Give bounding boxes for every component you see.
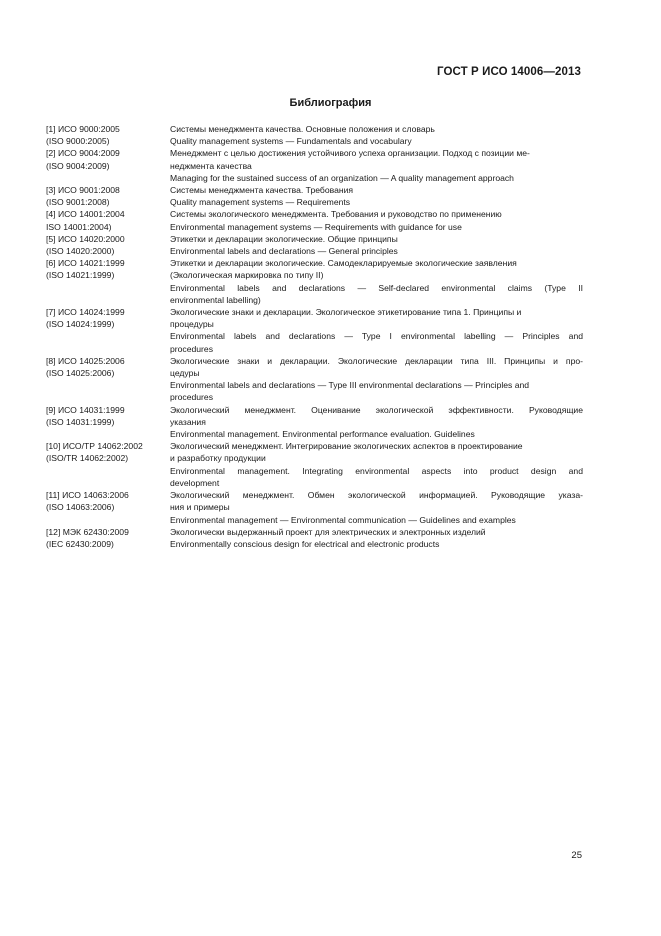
reference-line: [2] ИСО 9004:2009 (46, 148, 120, 159)
entry-description (170, 489, 583, 526)
reference-line: (IEC 62430:2009) (46, 538, 114, 549)
description-line: procedures (170, 392, 213, 403)
entry-reference (46, 526, 170, 550)
entry-reference (46, 233, 170, 257)
entry-description (170, 355, 583, 404)
entry-description (170, 404, 583, 441)
description-line: указания (170, 416, 206, 427)
reference-line: (ISO 14024:1999) (46, 319, 115, 330)
description-line: Экологические знаки и декларации. Экологические декларации типа III. Принципы и про- (170, 355, 583, 366)
description-line: Менеджмент с целью достижения устойчивого успеха организации. Подход с позиции ме- (170, 148, 530, 159)
description-line: Экологический менеджмент. Интегрирование экологических аспектов в проектирование (170, 441, 523, 452)
description-line: Environmental labels and declarations — General principles (170, 246, 398, 257)
reference-line: [5] ИСО 14020:2000 (46, 233, 125, 244)
entry-reference (46, 404, 170, 428)
description-line: Environmental management. Integrating environmental aspects into product design and (170, 465, 583, 476)
description-line: цедуры (170, 368, 200, 379)
page-number: 25 (571, 850, 582, 861)
bibliography-entry (46, 306, 583, 355)
bibliography-entry (46, 404, 583, 441)
bibliography-entry (46, 257, 583, 306)
standard-code: ГОСТ Р ИСО 14006—2013 (436, 66, 581, 78)
bibliography-entry (46, 233, 583, 257)
entry-reference (46, 440, 170, 464)
description-line: Quality management systems — Fundamentals and vocabulary (170, 136, 412, 147)
description-line: Этикетки и декларации экологические. Самодекларируемые экологические заявления (170, 258, 517, 269)
description-line: ния и примеры (170, 502, 230, 513)
entry-description (170, 233, 583, 257)
reference-line: (ISO 14025:2006) (46, 368, 115, 379)
description-line: неджмента качества (170, 160, 252, 171)
description-line: Системы менеджмента качества. Основные положения и словарь (170, 124, 435, 134)
reference-line: [1] ИСО 9000:2005 (46, 124, 120, 134)
reference-line: (ISO 14031:1999) (46, 416, 115, 427)
entry-reference (46, 306, 170, 330)
entry-description (170, 208, 583, 232)
description-line: Environmental labels and declarations — Type I environmental labelling — Principles and (170, 331, 583, 342)
description-line: Environmental labels and declarations — Type III environmental declarations — Principles and (170, 380, 530, 391)
entry-reference (46, 489, 170, 513)
bibliography-entry (46, 440, 583, 489)
entry-reference (46, 147, 170, 171)
description-line: Экологические знаки и декларации. Экологическое этикетирование типа 1. Принципы и (170, 307, 522, 318)
reference-line: (ISO/TR 14062:2002) (46, 453, 129, 464)
description-line: Environmentally conscious design for electrical and electronic products (170, 538, 440, 549)
entry-description (170, 440, 583, 489)
description-line: Экологический менеджмент. Оценивание экологической эффективности. Руководящие (170, 404, 583, 415)
bibliography-entry (46, 147, 583, 184)
description-line: environmental labelling) (170, 294, 261, 305)
description-line: Этикетки и декларации экологические. Общие принципы (170, 233, 398, 244)
bibliography-entry (46, 526, 583, 550)
description-line: Системы менеджмента качества. Требования (170, 185, 354, 196)
reference-line: [9] ИСО 14031:1999 (46, 404, 125, 415)
entry-description (170, 526, 583, 550)
description-line: (Экологическая маркировка по типу II) (170, 270, 324, 281)
reference-line: (ISO 9001:2008) (46, 197, 110, 208)
description-line: Managing for the sustained success of an organization — A quality management approach (170, 172, 514, 183)
reference-line: (ISO 14021:1999) (46, 270, 115, 281)
entry-reference (46, 184, 170, 208)
entry-reference (46, 355, 170, 379)
reference-line: [12] МЭК 62430:2009 (46, 526, 129, 537)
bibliography-entry (46, 208, 583, 232)
entry-reference (46, 123, 170, 147)
reference-line: (ISO 14063:2006) (46, 502, 115, 513)
reference-line: [7] ИСО 14024:1999 (46, 307, 125, 318)
bibliography-title: Библиография (289, 97, 372, 109)
reference-line: [10] ИСО/ТР 14062:2002 (46, 441, 143, 452)
description-line: procedures (170, 343, 213, 354)
bibliography-list (46, 123, 583, 550)
reference-line: (ISO 14020:2000) (46, 246, 115, 257)
reference-line: ISO 14001:2004) (46, 221, 112, 232)
reference-line: [6] ИСО 14021:1999 (46, 258, 125, 269)
bibliography-entry (46, 123, 583, 147)
bibliography-entry (46, 355, 583, 404)
description-line: Environmental management — Environmental communication — Guidelines and examples (170, 514, 516, 525)
description-line: Системы экологического менеджмента. Требования и руководство по применению (170, 209, 502, 220)
description-line: Экологически выдержанный проект для электрических и электронных изделий (170, 526, 486, 537)
entry-reference (46, 208, 170, 232)
entry-description (170, 147, 583, 184)
entry-reference (46, 257, 170, 281)
reference-line: (ISO 9000:2005) (46, 136, 110, 147)
description-line: Environmental management systems — Requirements with guidance for use (170, 221, 462, 232)
description-line: и разработку продукции (170, 453, 266, 464)
entry-description (170, 184, 583, 208)
entry-description (170, 123, 583, 147)
reference-line: [8] ИСО 14025:2006 (46, 355, 125, 366)
reference-line: (ISO 9004:2009) (46, 160, 110, 171)
description-line: Environmental management. Environmental performance evaluation. Guidelines (170, 429, 475, 440)
bibliography-entry (46, 489, 583, 526)
bibliography-entry (46, 184, 583, 208)
entry-description (170, 257, 583, 306)
reference-line: [3] ИСО 9001:2008 (46, 185, 120, 196)
description-line: Environmental labels and declarations — Self-declared environmental claims (Type II (170, 282, 583, 293)
description-line: development (170, 477, 220, 488)
entry-description (170, 306, 583, 355)
description-line: Экологический менеджмент. Обмен экологической информацией. Руководящие указа- (170, 490, 583, 501)
reference-line: [11] ИСО 14063:2006 (46, 490, 129, 501)
description-line: Quality management systems — Requirements (170, 197, 351, 208)
reference-line: [4] ИСО 14001:2004 (46, 209, 125, 220)
description-line: процедуры (170, 319, 214, 330)
